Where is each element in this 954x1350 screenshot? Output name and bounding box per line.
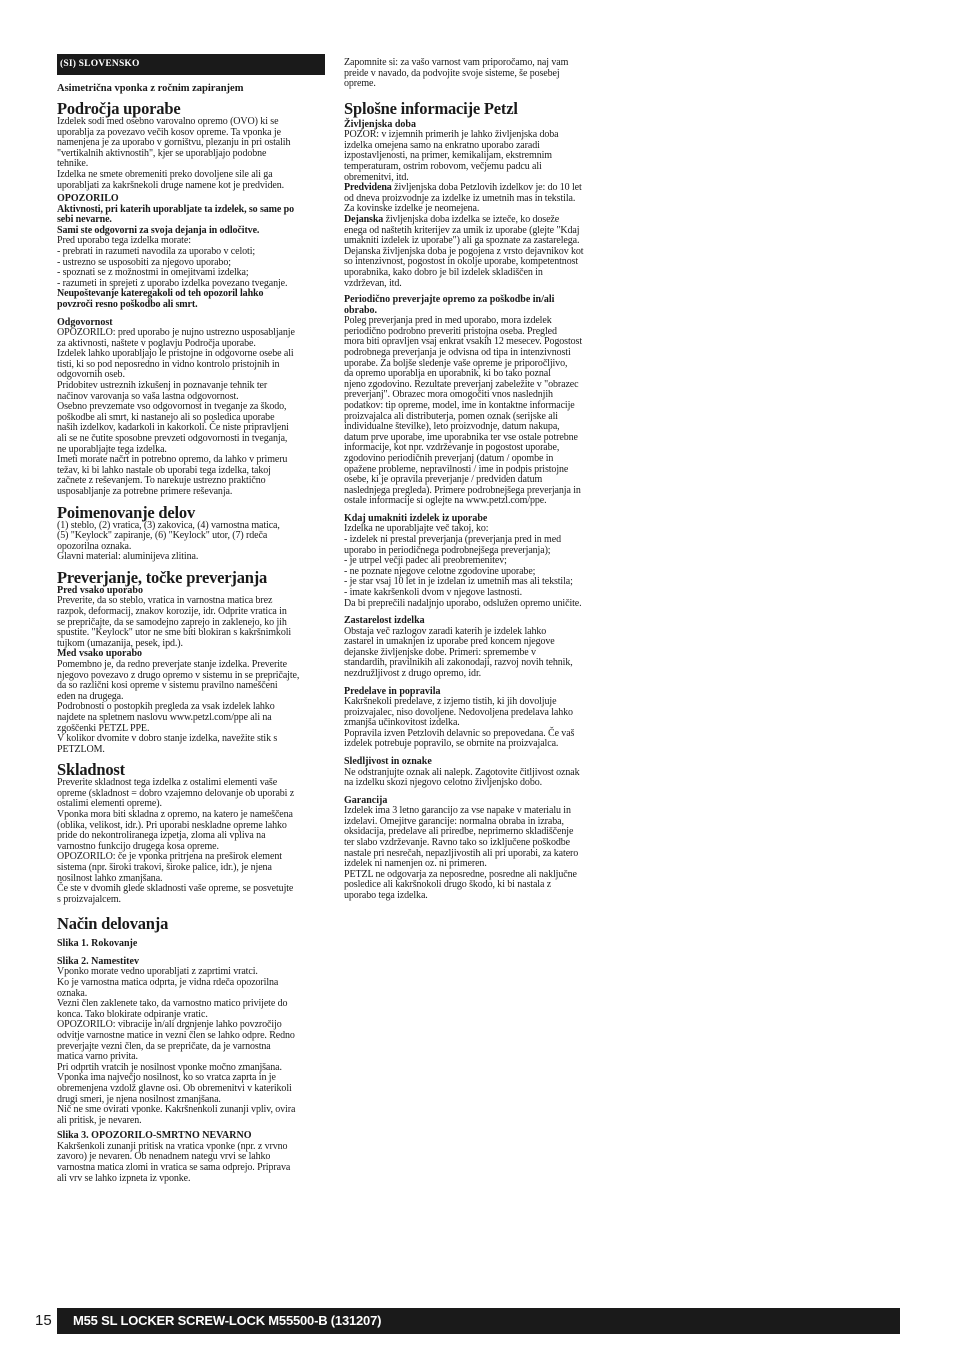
warning-heading: OPOZORILO xyxy=(57,193,119,205)
before-use-text: Preverite, da so steblo, vratica in varnostna matica brez razpok, deformacij, znakov korozije, idr. Odprite vratica in se prepričajte, da se samodejno zaprejo in zaklenejo, ko jih spustite. "Keylock" utor ne sme biti blokiran s kakršnimkoli tujkom (umazanija, pesek, ipd.). xyxy=(57,595,292,649)
responsibility-text: OPOZORILO: pred uporabo je nujno ustrezno usposabljanje za aktivnosti, naštete v poglavju Področja uporabe. Izdelek lahko uporabljajo le pristojne in odgovorne osebe ali tisti, ki so pod neposredno in vidno kontrolo pristojnih in odgovornih oseb. Pridobitev ustreznih izkušenj in poznavanje tehnik ter načinov varovanja so vaša lastna odgovornost. Osebno prevzemate vso odgovornost in tveganje za škodo, poškodbe ali smrt, ki nastanejo ali so posledica uporabe naših izdelkov, kadarkoli in kakorkoli. Če niste pripravljeni ali se ne čutite sposobne prevzeti odgovornosti in tveganja, ne uporabljajte tega izdelka. Imeti morate načrt in potrebno opremo, da lahko v primeru težav, ki bi lahko nastale ob uporabi tega izdelka, takoj začnete z reševanjem. To narekuje ustrezno praktično usposabljanje za potrebne primere reševanja. xyxy=(57,327,295,497)
retire-heading: Kdaj umakniti izdelek iz uporabe xyxy=(344,512,488,524)
modifications-text: Kakršnekoli predelave, z izjemo tistih, ki jih dovoljuje proizvajalec, niso dovoljene. Nedovoljena predelava lahko zmanjša učinkovitost izdelka. Popravila izven Petzlovih delavnic so prepovedana. Če vaš izdelek potrebuje popravilo, se obrnite na proizvajalca. xyxy=(344,696,575,750)
figure-2-text: Vponko morate vedno uporabljati z zaprtimi vratci. Ko je varnostna matica odprta, je vidna rdeča opozorilna oznaka. Vezni člen zaklenete tako, da varnostno matico privijete do konca. Tako blokirate odpiranje vratic. OPOZORILO: vibracije in/ali drgnjenje lahko povzročijo odvitje varnostne matice in vezni člen se lahko odpre. Redno preverjajte vezni člen, da se prepričate, da je varnostna matica varno privita. Pri odprtih vratcih je nosilnost vponke močno zmanjšana. Vponka ima največjo nosilnost, ko so vratca zaprta in je obremenjena vzdolž glavne osi. Ob obremenitvi v katerikoli drugi smeri, je njena nosilnost zmanjšana. Nič ne sme ovirati vponke. Kakršnenkoli zunanji vpliv, ovira ali pritisk, je nevaren. xyxy=(57,966,296,1126)
before-use-heading: Pred vsako uporabo xyxy=(57,584,143,596)
field-of-application-text: Izdelek sodi med osebno varovalno opremo (OVO) ki se uporablja za povezavo večih kosov opreme. Ta vponka je namenjena je za uporabo v gorništvu, plezanju in pri ostalih "vertikalnih aktivnostih", kjer se uporabljajo podobne tehnike. Izdelka ne smete obremeniti preko dovoljene sile ali ga uporabljati za kakršnekoli druge namene kot je predviden. xyxy=(57,116,291,191)
periodic-inspection-heading: Periodično preverjajte opremo za poškodbe in/ali obrabo. xyxy=(344,294,555,316)
section-title-compatibility: Skladnost xyxy=(57,760,125,780)
warranty-text: Izdelek ima 3 letno garancijo za vse napake v materialu in izdelavi. Omejitve garancije: normalna obraba in izraba, oksidacija, predelave ali priredbe, neprimerno skladiščenje ter slabo vzdrževanje. Ravno tako so izključene poškodbe nastale pri nesrečah, nepazljivostih ali pri uporabi, za katero izdelek ni namenjen oz. ni primeren. PETZL ne odgovarja za neposredne, posredne ali naključne posledice ali kakršnokoli drugo škodo, ki bi nastala z uporabo tega izdelka. xyxy=(344,805,579,901)
warranty-heading: Garancija xyxy=(344,794,388,806)
lifetime-label-actual: Dejanska xyxy=(344,214,384,226)
document-reference: M55 SL LOCKER SCREW-LOCK M55500-B (131207) xyxy=(57,1308,900,1334)
section-title-operation: Način delovanja xyxy=(57,914,169,934)
left-column xyxy=(57,54,325,1184)
lifetime-text-2 xyxy=(344,183,608,215)
figure-3-heading: Slika 3. OPOZORILO-SMRTNO NEVARNO xyxy=(57,1130,252,1142)
traceability-heading: Sledljivost in oznake xyxy=(344,756,432,768)
section-title-field-of-application: Področja uporabe xyxy=(57,99,181,118)
obsolescence-heading: Zastarelost izdelka xyxy=(344,615,425,627)
right-column xyxy=(344,58,608,902)
page-number: 15 xyxy=(35,1312,52,1329)
warning-bold-consequence: Neupoštevanje kateregakoli od teh opozoril lahko povzroči resno poškodbo ali smrt. xyxy=(57,288,264,310)
traceability-text: Ne odstranjujte oznak ali nalepk. Zagotovite čitljivost oznak na izdelku skozi njegovo celotno življenjsko dobo. xyxy=(344,766,580,789)
product-subtitle: Asimetrična vponka z ročnim zapiranjem xyxy=(57,83,244,94)
lifetime-potential-text: življenjska doba Petzlovih izdelkov je: do 10 let od dneva proizvodnje za izdelke iz umetnih mas in tekstila. Za kovinske izdelke je neomejena. xyxy=(344,182,582,215)
lifetime-text-3 xyxy=(344,215,608,289)
modifications-heading: Predelave in popravila xyxy=(344,685,441,697)
retire-text: Izdelka ne uporabljajte več takoj, ko: - izdelek ni prestal preverjanja (preverjanja pred in med uporabo in periodičnega podrobnejšega preverjanja); - je utrpel večji padec ali preobremenitev; - ne poznate njegove celotne zgodovine uporabe; - je star vsaj 10 let in je izdelan iz umetnih mas ali tekstila; - imate kakršenkoli dvom v njegove lastnosti. Da bi preprečili nadaljnjo uporabo, odslužen opremo uničite. xyxy=(344,523,582,609)
nomenclature-text: (1) steblo, (2) vratica, (3) zakovica, (4) varnostna matica, (5) "Keylock" zapiranje, (6) "Keylock" utor, (7) rdeča opozorilna oznaka. Glavni material: aluminijeva zlitina. xyxy=(57,519,280,563)
periodic-inspection-text: Poleg preverjanja pred in med uporabo, mora izdelek periodično podrobno preveriti pristojna oseba. Pregled mora biti opravljen vsaj enkrat vsakih 12 mesecev. Pogostost podrobnega preverjanja je odvisna od tipa in intenzivnosti uporabe. Za boljše sledenje vaše opreme je priporočljivo, da opremo uporablja en uporabnik, ki bo tako poznal njeno zgodovino. Rezultate preverjanj zabeležite v "obrazec preverjanj". Obrazec mora omogočiti vnos naslednjih podatkov: tip opreme, model, ime in kontaktne informacije proizvajalca ali distributerja, pomen oznak (serijske ali individualne številke), leto proizvodnje, datum nakupa, datum prve uporabe, ime uporabnika ter vse ostale potrebne informacije, kot npr. vzdrževanje in pogostost uporabe, zgodovino periodičnih preverjanj (datum / opombe in opažene probleme, nepravilnosti / ime in podpis pristojne osebe, ki je opravila preverjanje / predviden datum naslednjega pregleda). Primere podrobnejšega preverjanja in ostale informacije si oglejte na www.petzl.com/ppe. xyxy=(344,315,583,507)
warning-bold-text: Aktivnosti, pri katerih uporabljate ta izdelek, so same po sebi nevarne. Sami ste odgovorni za svoja dejanja in odločitve. xyxy=(57,203,294,236)
during-use-heading: Med vsako uporabo xyxy=(57,648,143,660)
during-use-text: Pomembno je, da redno preverjate stanje izdelka. Preverite njegovo povezavo z drugo opremo v sistemu in se prepričajte, da so različni kosi opreme v sistemu pravilno nameščeni eden na drugega. Podrobnosti o postopkih pregleda za vsak izdelek lahko najdete na spletnem naslovu www.petzl.com/ppe ali na zgoščenki PETZL PPE. V kolikor dvomite v dobro stanje izdelka, navežite stik s PETZLOM. xyxy=(57,658,300,755)
lifetime-label-potential: Predvidena xyxy=(344,182,392,194)
figure-2-heading: Slika 2. Namestitev xyxy=(57,955,139,967)
warning-text: Pred uporabo tega izdelka morate: - prebrati in razumeti navodila za uporabo v celoti; - ustrezno se usposobiti za njegovo uporabo; - spoznati se z možnostmi in omejitvami izdelka; - razumeti in sprejeti z uporabo izdelka povezano tveganje. xyxy=(57,235,288,289)
lifetime-actual-text: življenjska doba izdelka se izteče, ko doseže enega od naštetih kriterijev za umik iz uporabe (glejte "Kdaj umakniti izdelek iz uporabe") ali ga spoznate za zastarelega. Dejanska življenjska doba je pogojena z vrsto dejavnikov kot so intenzivnost, pogostost in okolje uporabe, kompetentnost uporabnika, kako dobro je bil izdelek skladiščen in vzdrževan, itd. xyxy=(344,214,584,289)
section-title-general-info: Splošne informacije Petzl xyxy=(344,98,518,118)
responsibility-heading: Odgovornost xyxy=(57,316,113,328)
figure-1-heading: Slika 1. Rokovanje xyxy=(57,938,138,950)
section-title-nomenclature: Poimenovanje delov xyxy=(57,502,196,522)
figure-3-text: Kakršenkoli zunanji pritisk na vratica vponke (npr. z vrvno zavoro) je nevaren. Ob nenadnem nategu vrvi se lahko varnostna matica zlomi in vratica se sama odprejo. Priprava ali vrv se lahko izpneta iz vponke. xyxy=(57,1140,291,1184)
compatibility-text: Preverite skladnost tega izdelka z ostalimi elementi vaše opreme (skladnost = dobro vzajemno delovanje ob uporabi z ostalimi elementi opreme). Vponka mora biti skladna z opremo, na katero je nameščena (oblika, velikost, idr.). Pri uporabi neskladne opreme lahko pride do nekontroliranega izpetja, zloma ali vpliva na varnostno funkcijo drugega kosa opreme. OPOZORILO: če je vponka pritrjena na preširok element sistema (npr. široki trakovi, široke palice, idr.), je njena nosilnost lahko zmanjšana. Če ste v dvomih glede skladnosti vaše opreme, se posvetujte s proizvajalcem. xyxy=(57,777,295,905)
language-label: (SI) SLOVENSKO xyxy=(57,54,325,75)
page-footer xyxy=(35,1308,900,1334)
section-title-inspection: Preverjanje, točke preverjanja xyxy=(57,567,268,587)
lifetime-text-1: POZOR: v izjemnih primerih je lahko življenjska doba izdelka omejena samo na enkratno uporabo zaradi izpostavljenosti, na primer, kemikalijam, ekstremnim temperaturam, ostrim robovom, večjemu padcu ali obremenitvi, itd. xyxy=(344,129,559,183)
obsolescence-text: Obstaja več razlogov zaradi katerih je izdelek lahko zastarel in umaknjen iz uporabe pred koncem njegove dejanske življenjske dobe. Primeri: spremembe v standardih, pravilnikih ali zakonodaji, razvoj novih tehnik, nezdružljivost z drugo opremo, idr. xyxy=(344,625,573,679)
redundancy-note: Zapomnite si: za vašo varnost vam priporočamo, naj vam preide v navado, da podvojite svoje sisteme, še posebej opreme. xyxy=(344,57,569,90)
lifetime-heading: Življenjska doba xyxy=(344,118,416,130)
